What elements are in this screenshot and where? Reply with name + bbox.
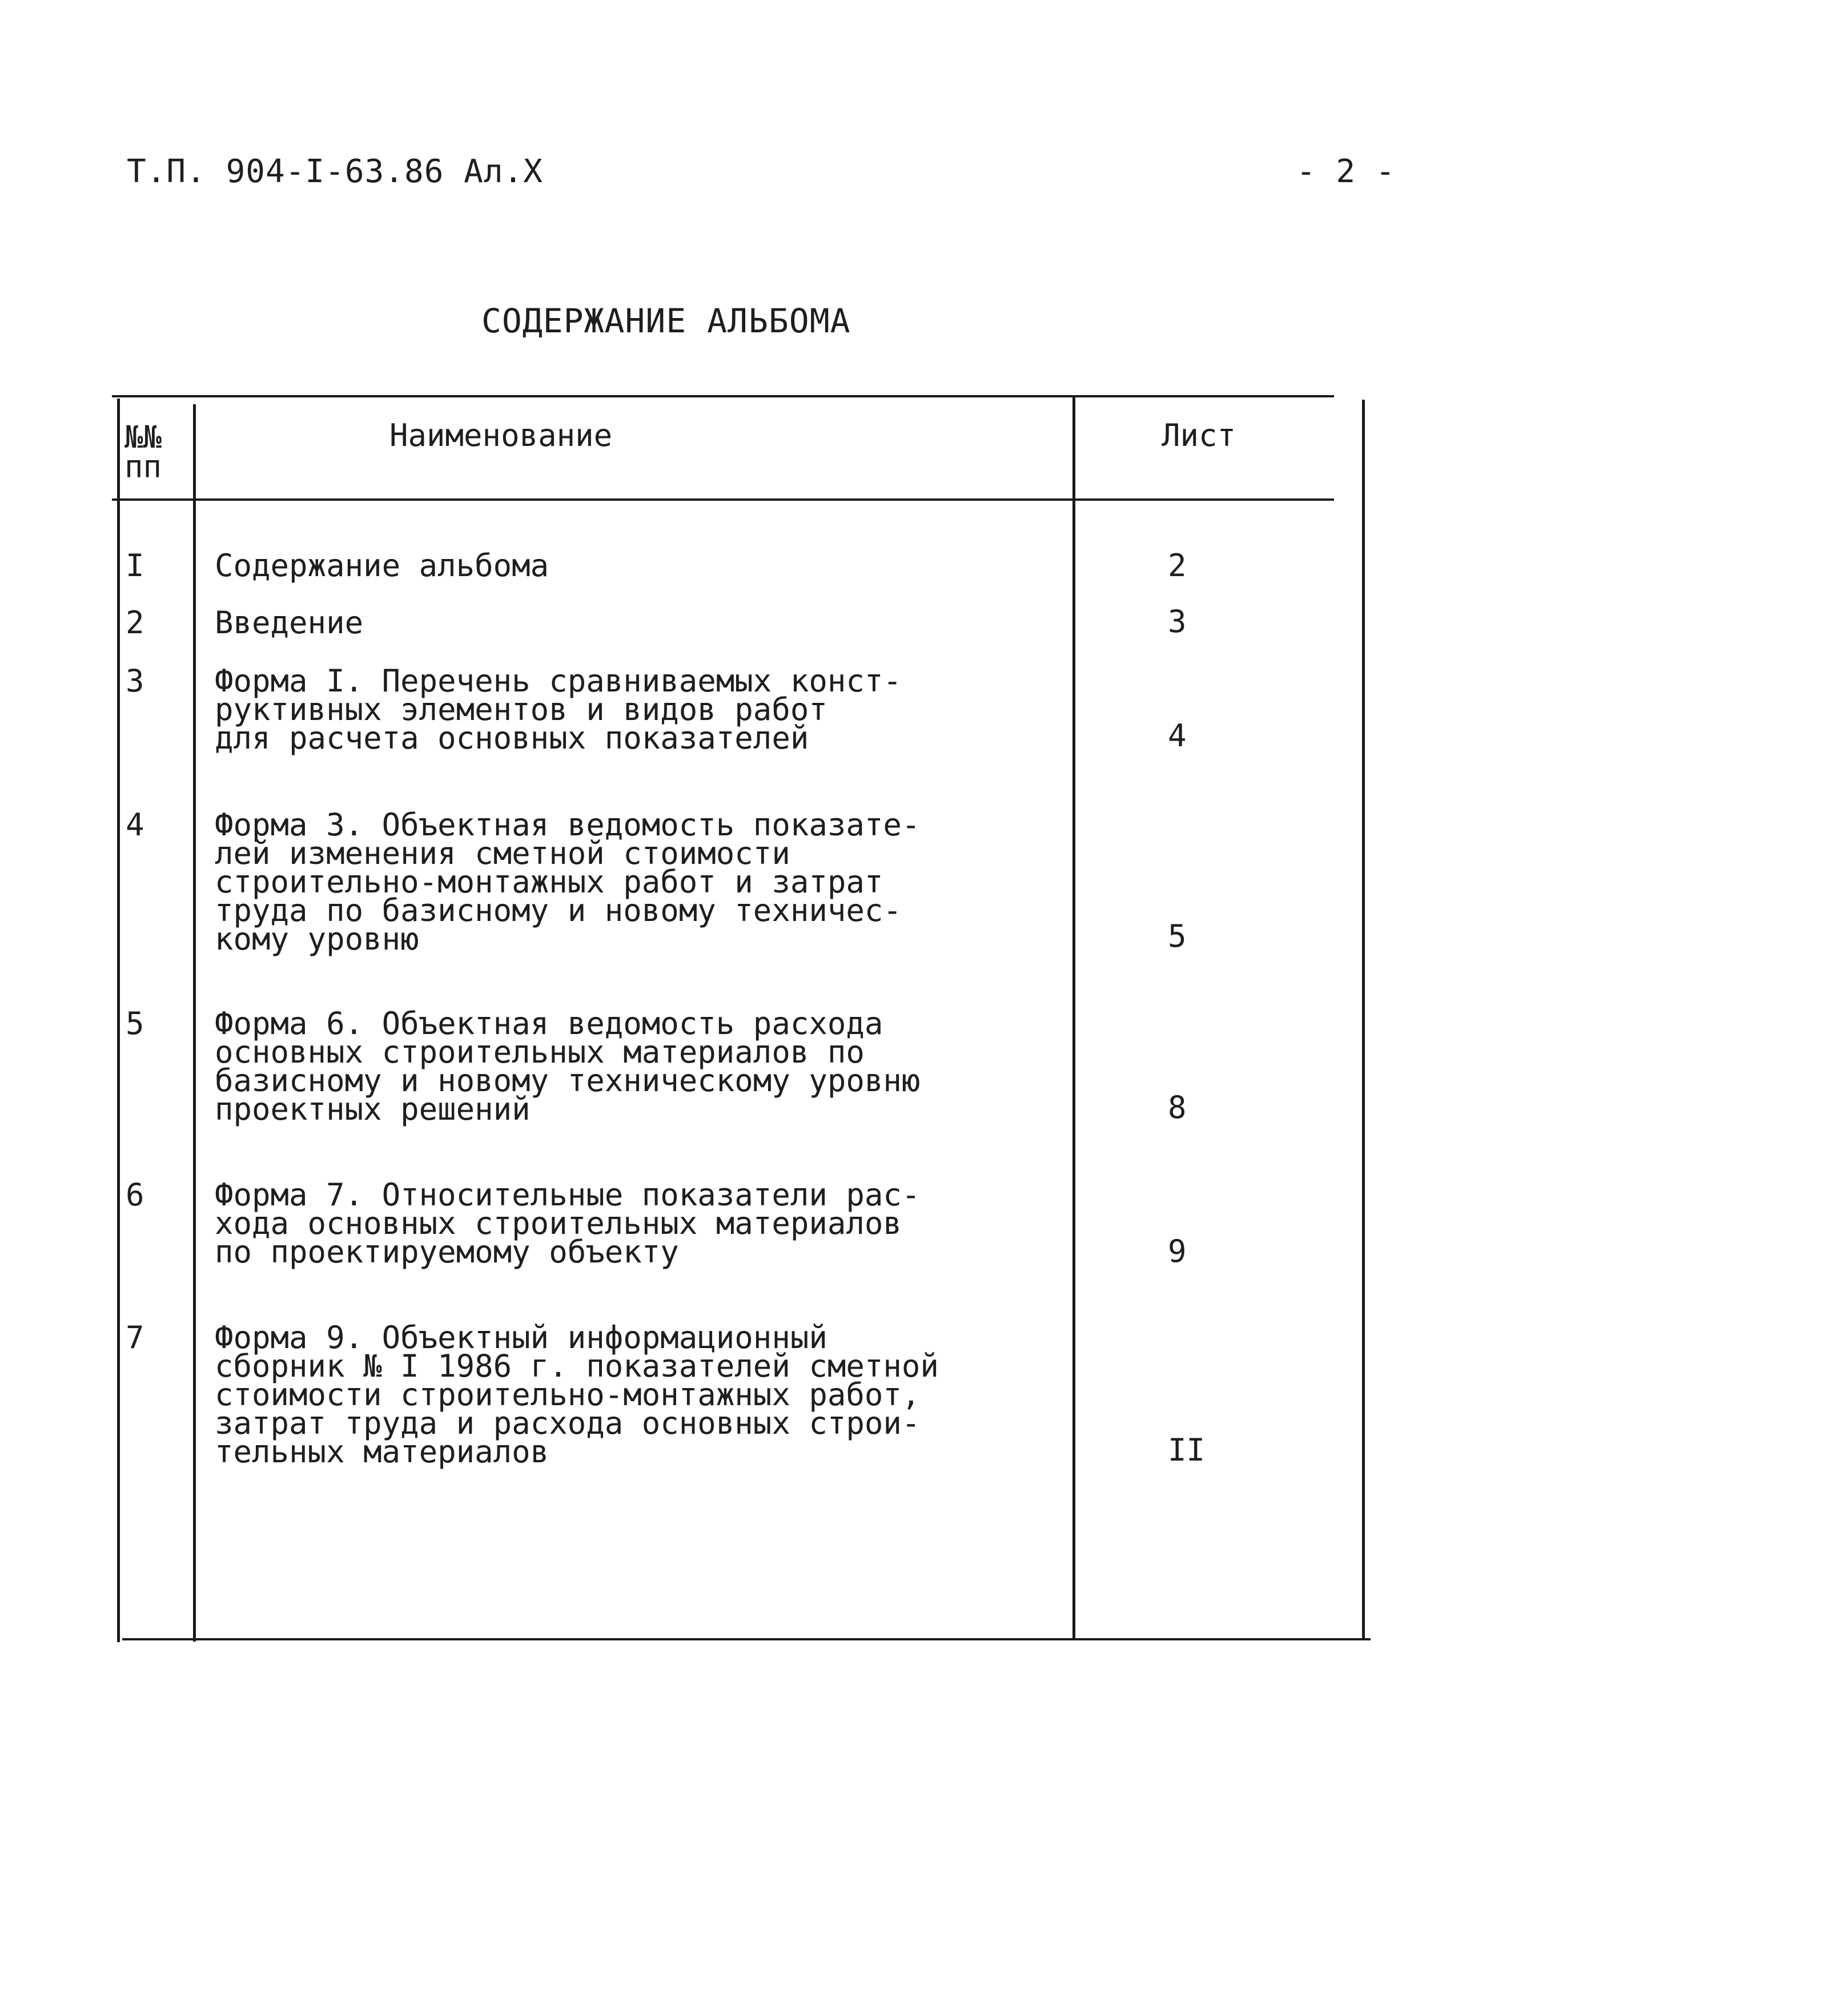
row-number: I xyxy=(126,548,144,584)
row-sheet: 8 xyxy=(1168,1089,1187,1125)
row-sheet: 3 xyxy=(1168,604,1187,639)
header-bottom-border xyxy=(112,498,1334,501)
row-number: 7 xyxy=(126,1320,144,1356)
table-bottom-border xyxy=(122,1638,1371,1640)
row-name: Форма 7. Относительные показатели рас- хода основных строительных материалов по проектируемому объекту xyxy=(215,1177,921,1270)
row-sheet: 2 xyxy=(1168,548,1187,584)
page-number: - 2 - xyxy=(1296,153,1396,190)
row-number: 2 xyxy=(126,605,144,641)
row-name: Форма I. Перечень сравниваемых конст- руктивных элементов и видов работ для расчета основных показателей xyxy=(215,663,902,756)
row-sheet: 4 xyxy=(1168,718,1187,754)
table-right-border xyxy=(1362,400,1365,1639)
row-name: Форма 9. Объектный информационный сборник № I 1986 г. показателей сметной стоимости строительно-монтажных работ, затрат труда и расхода основных строи- тельных материалов xyxy=(215,1320,939,1470)
row-sheet: II xyxy=(1168,1432,1206,1468)
table-top-border xyxy=(112,395,1334,397)
column-divider-num xyxy=(193,404,196,1642)
document-code: Т.П. 904-I-63.86 Ал.Х xyxy=(127,153,544,190)
row-sheet: 5 xyxy=(1168,918,1187,954)
table-left-border xyxy=(117,399,120,1642)
row-name: Форма 6. Объектная ведомость расхода основных строительных материалов по базисному и новому техническому уровню проектных решений xyxy=(215,1005,921,1127)
column-divider-sheet xyxy=(1072,395,1075,1640)
row-name: Введение xyxy=(215,605,364,641)
row-number: 3 xyxy=(126,663,144,699)
row-number: 4 xyxy=(126,807,144,843)
row-name: Форма 3. Объектная ведомость показате- лей изменения сметной стоимости строительно-монтажных работ и затрат труда по базисному и новому техничес- кому уровню xyxy=(215,807,921,957)
row-number: 6 xyxy=(126,1177,144,1213)
column-header-num: №№ пп xyxy=(124,419,162,485)
row-sheet: 9 xyxy=(1168,1233,1187,1269)
column-header-name: Наименование xyxy=(389,417,613,453)
row-number: 5 xyxy=(126,1005,144,1041)
page-title: СОДЕРЖАНИЕ АЛЬБОМА xyxy=(481,301,851,340)
row-name: Содержание альбома xyxy=(215,548,549,584)
column-header-sheet: Лист xyxy=(1162,417,1236,453)
